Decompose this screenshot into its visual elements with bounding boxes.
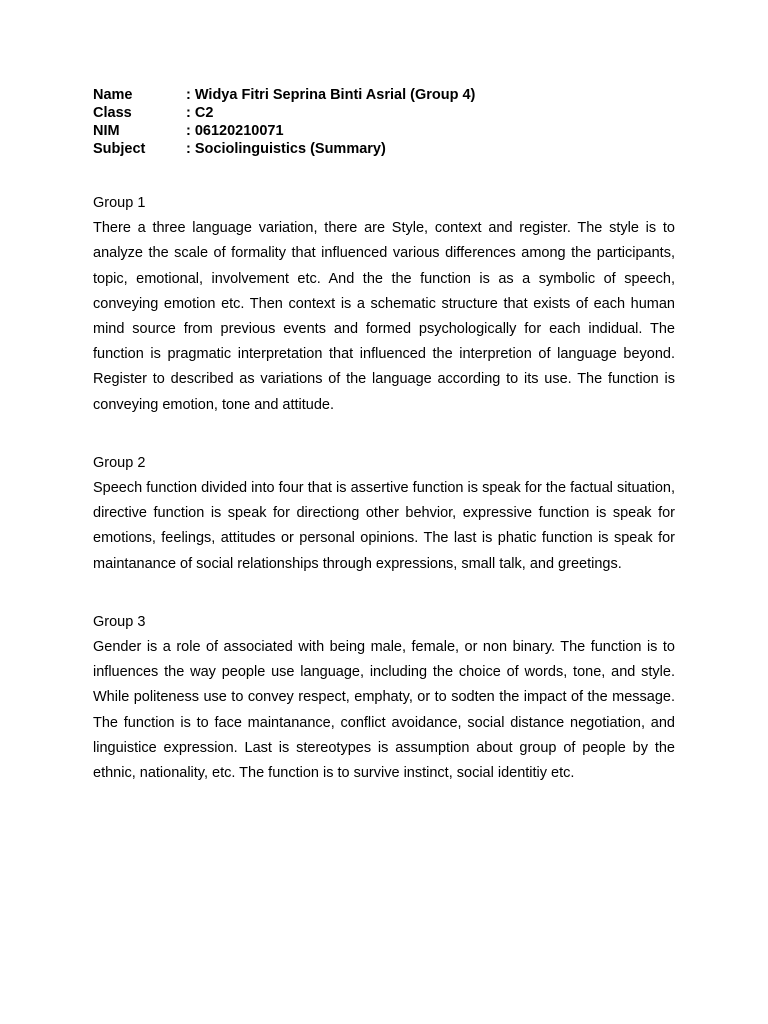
info-row-nim: [93, 122, 475, 140]
section-title: Group 3: [93, 613, 146, 630]
section-title: Group 2: [93, 454, 146, 471]
nim-value: : 06120210071: [186, 123, 284, 139]
info-row-subject: [93, 140, 475, 158]
section-group-3: [93, 610, 675, 786]
section-group-2: [93, 451, 675, 577]
subject-label: Subject: [93, 141, 146, 157]
section-body: Speech function divided into four that is assertive function is speak for the factual situation, directive function is speak for directiong other behvior, expressive function is speak for emotions, feelings, attitudes or personal opinions. The last is phatic function is speak for maintanance of social relationships through expressions, small talk, and greetings.: [93, 480, 675, 572]
section-body: There a three language variation, there are Style, context and register. The style is to analyze the scale of formality that influenced various differences among the participants, topic, emotional, involvement etc. And the the function is as a symbolic of speech, conveying emotion etc. Then context is a schematic structure that exists of each human mind source from previous events and formed psychologically for each indidual. The function is pragmatic interpretation that influenced the interpretion of language beyond. Register to described as variations of the language according to its use. The function is conveying emotion, tone and attitude.: [93, 220, 675, 413]
class-label: Class: [93, 105, 132, 121]
subject-value: : Sociolinguistics (Summary): [186, 141, 386, 157]
section-group-1: [93, 191, 675, 418]
section-title: Group 1: [93, 195, 146, 211]
document-page: [93, 86, 675, 786]
name-label: Name: [93, 87, 133, 103]
nim-label: NIM: [93, 123, 120, 139]
name-value: : Widya Fitri Seprina Binti Asrial (Group 4): [186, 87, 476, 103]
section-body: Gender is a role of associated with being male, female, or non binary. The function is to influences the way people use language, including the choice of words, tone, and style. While politeness use to convey respect, emphaty, or to sodten the impact of the message. The function is to face maintanance, conflict avoidance, social distance negotiation, and linguistice expression. Last is stereotypes is assumption about group of people by the ethnic, nationality, etc. The function is to survive instinct, social identitiy etc.: [93, 639, 675, 782]
class-value: : C2: [186, 105, 214, 121]
info-row-class: [93, 104, 475, 122]
info-row-name: [93, 86, 475, 104]
student-info-header: [93, 86, 475, 158]
